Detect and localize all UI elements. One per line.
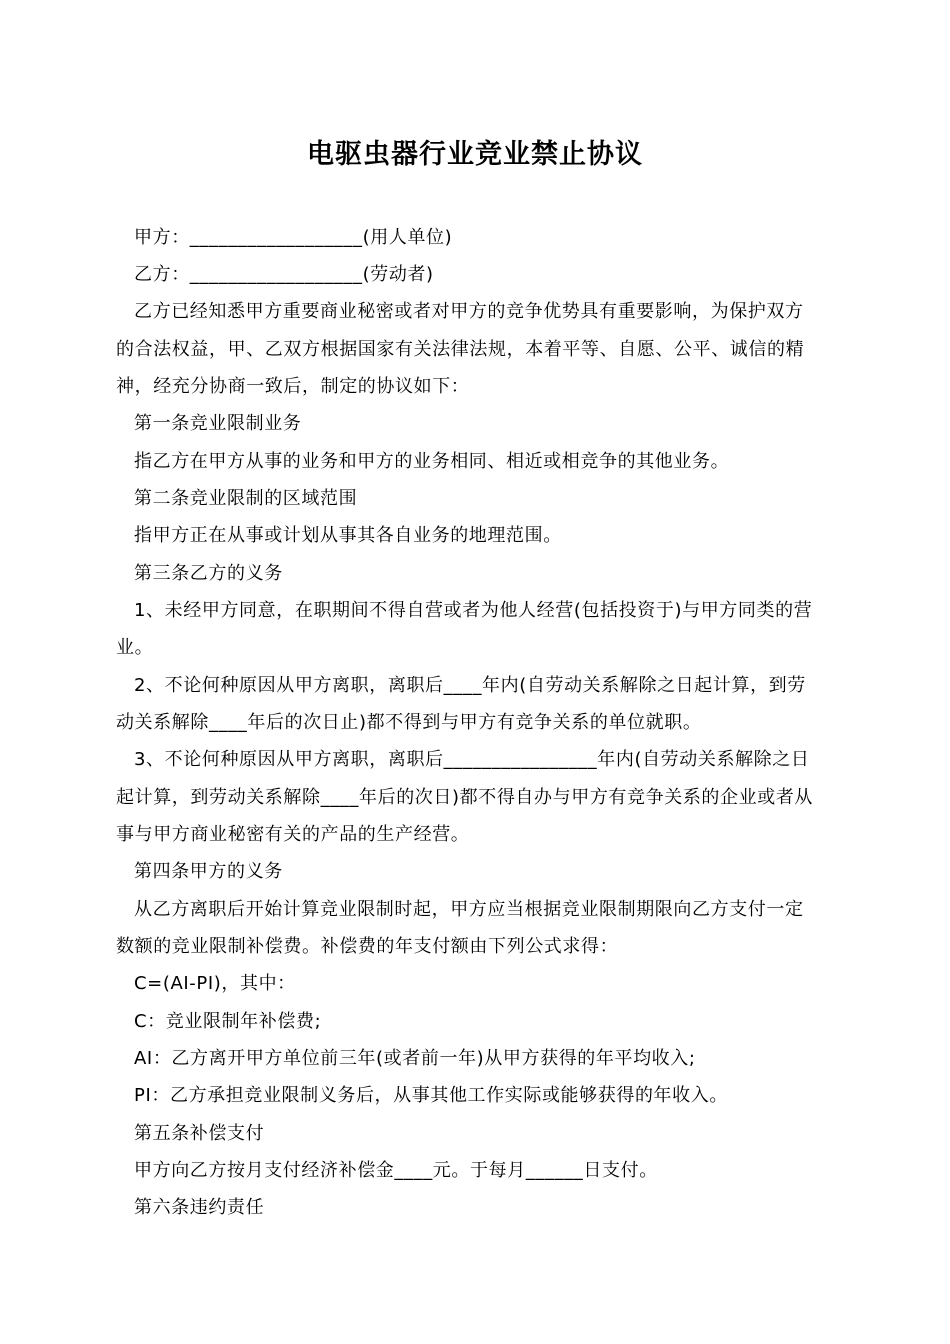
formula-definition: PI：乙方承担竞业限制义务后，从事其他工作实际或能够获得的年收入。 [134,1085,728,1106]
article-heading: 第一条竞业限制业务 [134,413,302,434]
article-text: 动关系解除____年后的次日止)都不得到与甲方有竞争关系的单位就职。 [116,712,702,733]
article-heading: 第六条违约责任 [134,1197,265,1218]
article-text: 指乙方在甲方从事的业务和甲方的业务相同、相近或相竞争的其他业务。 [134,451,730,472]
party-b-line: 乙方：__________________(劳动者) [134,264,434,285]
formula-definition: AI：乙方离开甲方单位前三年(或者前一年)从甲方获得的年平均收入; [134,1048,696,1069]
article-text: 起计算，到劳动关系解除____年后的次日)都不得自办与甲方有竞争关系的企业或者从 [116,787,814,808]
formula-line: C=(AI-PI)，其中： [134,973,296,994]
preamble-line: 神，经充分协商一致后，制定的协议如下： [116,376,470,397]
article-heading: 第二条竞业限制的区域范围 [134,488,358,509]
preamble-line: 的合法权益，甲、乙双方根据国家有关法律法规，本着平等、自愿、公平、诚信的精 [116,339,805,360]
article-text: 从乙方离职后开始计算竞业限制时起，甲方应当根据竞业限制期限向乙方支付一定 [134,899,804,920]
document-title: 电驱虫器行业竞业禁止协议 [307,139,643,170]
article-heading: 第五条补偿支付 [134,1123,265,1144]
article-text: 1、未经甲方同意，在职期间不得自营或者为他人经营(包括投资于)与甲方同类的营 [134,600,813,621]
article-text: 2、不论何种原因从甲方离职，离职后____年内(自劳动关系解除之日起计算，到劳 [134,675,806,696]
preamble-line: 乙方已经知悉甲方重要商业秘密或者对甲方的竞争优势具有重要影响，为保护双方 [134,301,804,322]
article-text: 3、不论何种原因从甲方离职，离职后________________年内(自劳动关系解除之日 [134,749,810,770]
article-heading: 第三条乙方的义务 [134,563,283,584]
article-text: 数额的竞业限制补偿费。补偿费的年支付额由下列公式求得： [116,936,619,957]
article-text: 业。 [116,637,154,658]
article-heading: 第四条甲方的义务 [134,861,283,882]
article-text: 指甲方正在从事或计划从事其各自业务的地理范围。 [134,525,562,546]
formula-definition: C：竞业限制年补偿费; [134,1011,322,1032]
article-text: 事与甲方商业秘密有关的产品的生产经营。 [116,824,470,845]
party-a-line: 甲方：__________________(用人单位) [134,227,453,248]
article-text: 甲方向乙方按月支付经济补偿金____元。于每月______日支付。 [134,1160,658,1181]
